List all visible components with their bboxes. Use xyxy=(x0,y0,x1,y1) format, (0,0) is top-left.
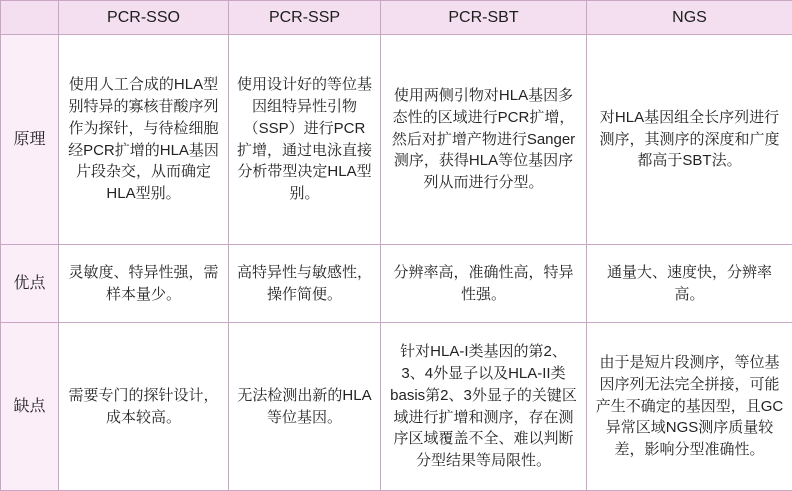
cell-principle-ngs: 对HLA基因组全长序列进行测序，其测序的深度和广度都高于SBT法。 xyxy=(587,35,792,245)
header-corner-cell xyxy=(1,1,59,35)
table-header xyxy=(1,1,792,35)
cell-principle-pcr-ssp: 使用设计好的等位基因组特异性引物（SSP）进行PCR扩增，通过电泳直接分析带型决定HLA型别。 xyxy=(229,35,381,245)
table-row xyxy=(1,35,792,245)
header-pcr-sso: PCR-SSO xyxy=(59,1,229,35)
header-pcr-ssp: PCR-SSP xyxy=(229,1,381,35)
header-ngs: NGS xyxy=(587,1,792,35)
table-row xyxy=(1,245,792,323)
cell-advantages-pcr-ssp: 高特异性与敏感性，操作简便。 xyxy=(229,245,381,323)
cell-advantages-ngs: 通量大、速度快，分辨率高。 xyxy=(587,245,792,323)
cell-disadvantages-ngs: 由于是短片段测序，等位基因序列无法完全拼接，可能产生不确定的基因型，且GC异常区域NGS测序质量较差，影响分型准确性。 xyxy=(587,323,792,491)
row-label-principle: 原理 xyxy=(1,35,59,245)
cell-disadvantages-pcr-sbt: 针对HLA-I类基因的第2、3、4外显子以及HLA-II类basis第2、3外显子的关键区域进行扩增和测序，存在测序区域覆盖不全、难以判断分型结果等局限性。 xyxy=(381,323,587,491)
table-header-row xyxy=(1,1,792,35)
cell-disadvantages-pcr-ssp: 无法检测出新的HLA等位基因。 xyxy=(229,323,381,491)
cell-advantages-pcr-sbt: 分辨率高，准确性高，特异性强。 xyxy=(381,245,587,323)
header-pcr-sbt: PCR-SBT xyxy=(381,1,587,35)
table-row xyxy=(1,323,792,491)
table-body xyxy=(1,35,792,491)
row-label-advantages: 优点 xyxy=(1,245,59,323)
cell-principle-pcr-sbt: 使用两侧引物对HLA基因多态性的区域进行PCR扩增，然后对扩增产物进行Sanger测序，获得HLA等位基因序列从而进行分型。 xyxy=(381,35,587,245)
cell-disadvantages-pcr-sso: 需要专门的探针设计，成本较高。 xyxy=(59,323,229,491)
cell-advantages-pcr-sso: 灵敏度、特异性强，需样本量少。 xyxy=(59,245,229,323)
row-label-disadvantages: 缺点 xyxy=(1,323,59,491)
cell-principle-pcr-sso: 使用人工合成的HLA型别特异的寡核苷酸序列作为探针，与待检细胞经PCR扩增的HLA基因片段杂交，从而确定HLA型别。 xyxy=(59,35,229,245)
